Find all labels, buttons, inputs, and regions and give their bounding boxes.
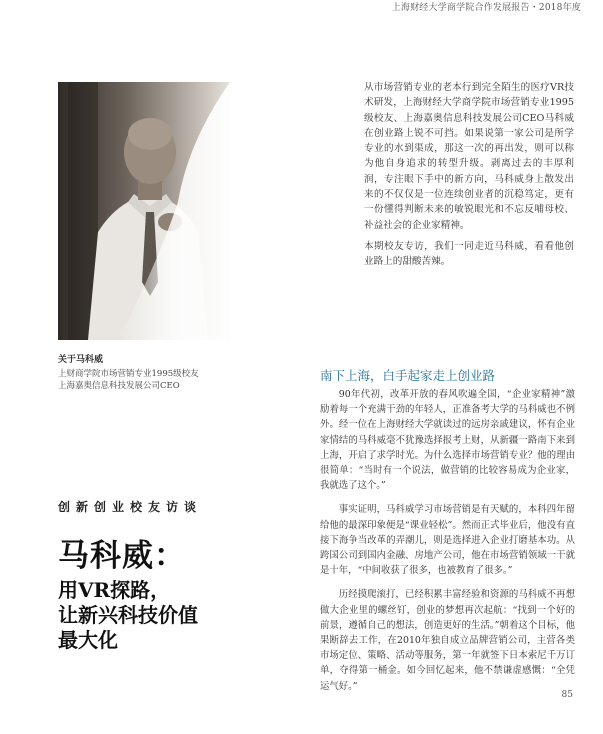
intro-block xyxy=(364,80,574,276)
photo-caption-line: 上财商学院市场营销专业1995级校友 xyxy=(58,369,199,379)
body-paragraph: 历经摸爬滚打，已经积累丰富经验和资源的马科威不再想做大企业里的螺丝钉，创业的梦想再次起航：“找到一个好的前景，遵循自己的想法，创造更好的生活。”朝着这个目标，他果断辞去工作，在2010年独自成立品牌营销公司，主营各类市场定位、策略、活动等服务，第一年就签下日本索尼千万订单，夺得第一桶金。如今回忆起来，他不禁谦虚感慨：“全凭运气好。” xyxy=(320,589,575,692)
article-subtitle: 让新兴科技价值 xyxy=(58,603,198,627)
section-heading: 南下上海，白手起家走上创业路 xyxy=(320,368,496,383)
photo-caption-title: 关于马科威 xyxy=(58,355,104,365)
page-number: 85 xyxy=(561,690,573,700)
running-header: 上海财经大学商学院合作发展报告・2018年度 xyxy=(391,3,581,13)
article-subtitle: 最大化 xyxy=(58,628,118,652)
portrait-illustration xyxy=(58,82,230,340)
body-paragraph: 事实证明，马科威学习市场营销是有天赋的，本科四年留给他的最深印象便是“课业轻松”。然而正式毕业后，他没有直接下海争当改革的弄潮儿，则是选择进入企业打磨基本功。从跨国公司到国内金融、房地产公司，他在市场营销领域一干就是十年，“中间收获了很多，也被教育了很多。” xyxy=(320,504,575,577)
body-paragraph: 90年代初，改革开放的春风吹遍全国，“企业家精神”激励着每一个充满干劲的年轻人，正准备考大学的马科威也不例外。经一位在上海财经大学就读过的远房亲戚建议，怀有企业家情结的马科威毫不犹豫选择报考上财，从新疆一路南下来到上海，开启了求学时光。为什么选择市场营销专业？他的理由很简单：“当时有一个说法，做营销的比较容易成为企业家，我就选了这个。” xyxy=(320,389,575,492)
article-subtitle: 用VR探路， xyxy=(58,578,171,602)
series-label: 创新创业校友访谈 xyxy=(58,500,203,514)
article-title: 马科威： xyxy=(58,538,186,574)
intro-paragraph: 本期校友专访，我们一同走近马科威，看看他创业路上的甜酸苦辣。 xyxy=(364,240,574,268)
section-body xyxy=(320,387,575,703)
intro-paragraph: 从市场营销专业的老本行到完全陌生的医疗VR技术研发，上海财经大学商学院市场营销专业1995级校友、上海嘉奥信息科技发展公司CEO马科威在创业路上锐不可挡。如果说第一家公司是所学专业的水到渠成，那这一次的再出发，则可以称为他自身追求的转型升级。剥离过去的丰厚利润，专注眼下手中的新方向，马科威身上散发出来的不仅仅是一位连续创业者的沉稳笃定，更有一份懂得判断未来的敏锐眼光和不忘反哺母校、补益社会的企业家精神。 xyxy=(364,82,574,231)
photo-caption-line: 上海嘉奥信息科技发展公司CEO xyxy=(58,381,180,391)
portrait-photo xyxy=(58,82,230,340)
